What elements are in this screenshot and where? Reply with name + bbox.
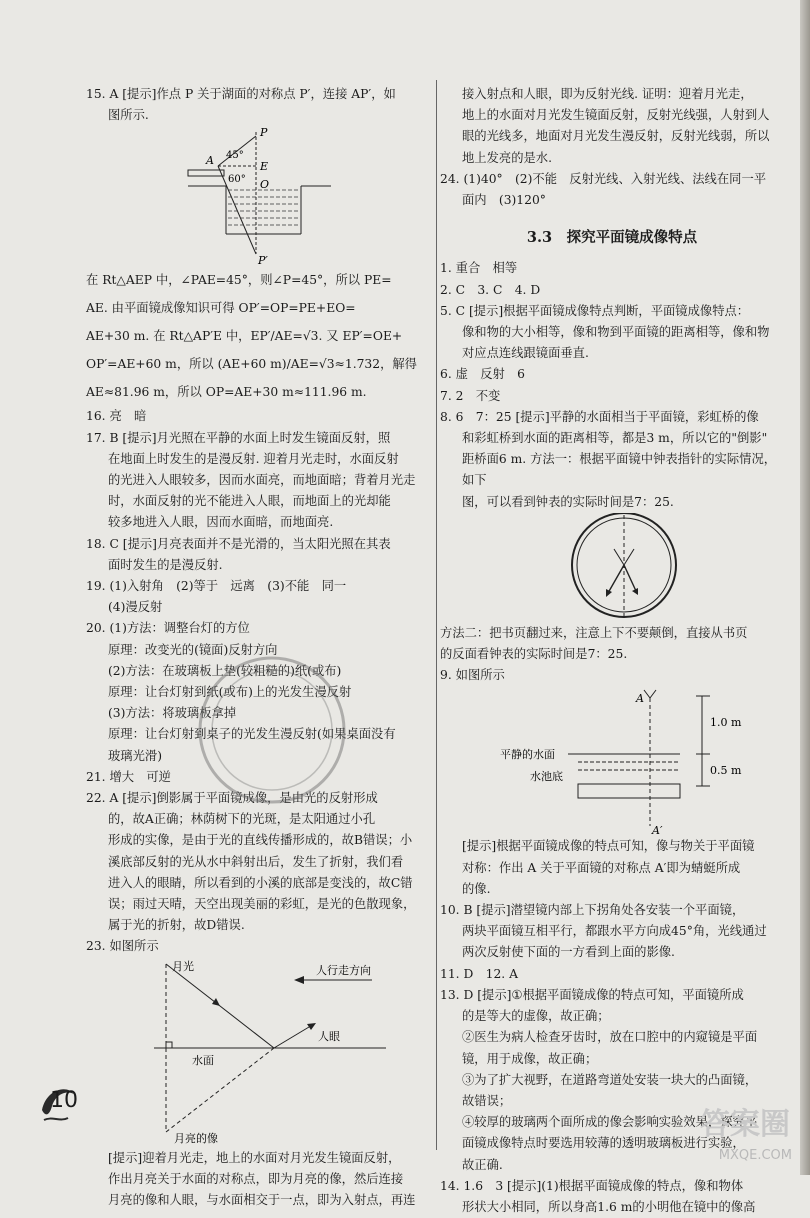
watermark-url: MXQE.COM: [718, 1148, 792, 1163]
q22-line4: 溪底部反射的光从水中斜射出后，发生了折射，我们看: [108, 854, 404, 869]
a13-line7: ④较厚的玻璃两个面所成的像会影响实验效果，探究平: [462, 1115, 758, 1130]
q23-hint-2: 作出月亮关于水面的对称点，即为月亮的像，然后连接: [108, 1171, 404, 1186]
a13-line1: 13. D [提示]①根据平面镜成像的特点可知，平面镜所成: [440, 987, 744, 1002]
right-column: [440, 84, 784, 1218]
q15-line2: 图所示.: [108, 108, 149, 123]
q19-line2: (4)漫反射: [108, 600, 163, 615]
q22-line6: 误；雨过天晴，天空出现美丽的彩虹，是光的色散现象，: [108, 897, 416, 912]
q17-line1: 17. B [提示]月光照在平静的水面上时发生镜面反射，照: [86, 430, 391, 445]
a8-line3: 距桥面6 m. 方法一：根据平面镜中钟表指针的实际情况，如下: [462, 452, 777, 488]
a8-method2-line2: 的反面看钟表的实际时间是7：25.: [440, 647, 628, 662]
q23-continued-3: 眼的光线多，地面对月光发生漫反射，反射光线弱，所以: [462, 129, 770, 144]
a13-line6: 故错误；: [462, 1093, 512, 1108]
watermark-logo: 答案圈: [700, 1107, 790, 1142]
q15-line1: 15. A [提示]作点 P 关于湖面的对称点 P′，连接 AP′，如: [86, 87, 396, 101]
q22-line7: 属于光的折射，故D错误.: [108, 918, 245, 933]
q15-solution-2: AE. 由平面镜成像知识可得 OP′=OP=PE+EO=: [86, 301, 356, 316]
a13-line5: ③为了扩大视野，在道路弯道处安装一块大的凸面镜，: [462, 1072, 758, 1087]
q18-line2: 面时发生的是漫反射.: [108, 557, 223, 572]
q16: 16. 亮 暗: [86, 409, 147, 424]
a9-hint-2: 对称：作出 A 关于平面镜的对称点 A′即为蜻蜓所成: [462, 860, 741, 875]
q20-line6: 原理：让台灯射到桌子的光发生漫反射(如果桌面没有: [108, 727, 396, 742]
q20-line7: 玻璃光滑): [108, 748, 162, 763]
q17-line4: 时，水面反射的光不能进入人眼，而地面上的光却能: [108, 494, 391, 509]
fig15-A: A: [206, 154, 214, 168]
q15-solution-1: 在 Rt△AEP 中，∠PAE=45°，则∠P=45°，所以 PE=: [86, 273, 392, 288]
a8-method2-line1: 方法二：把书页翻过来，注意上下不要颠倒，直接从书页: [440, 625, 748, 640]
fig9-A: A: [636, 692, 644, 706]
a6: 6. 虚 反射 6: [440, 367, 525, 382]
a13-line9: 故正确.: [462, 1157, 503, 1172]
q23-continued-4: 地上发亮的是水.: [462, 150, 552, 165]
fig9-water-surface: 平静的水面: [500, 748, 555, 762]
q22-line1: 22. A [提示]倒影属于平面镜成像，是由光的反射形成: [86, 791, 378, 806]
page-number: 10: [50, 1088, 78, 1113]
q21: 21. 增大 可逆: [86, 769, 171, 784]
fig23-water: 水面: [192, 1053, 214, 1067]
figure-9: [440, 686, 784, 836]
a1: 1. 重合 相等: [440, 261, 518, 276]
figure-23: [86, 958, 432, 1148]
fig9-pool-bottom: 水池底: [530, 770, 563, 784]
q23-continued-1: 接入射点和人眼，即为反射光线. 证明：迎着月光走，: [462, 87, 753, 101]
page-edge: [800, 0, 810, 1175]
q17-line2: 在地面上时发生的是漫反射. 迎着月光走时，水面反射: [108, 451, 399, 466]
a13-line8: 面镜成像特点时要选用较薄的透明玻璃板进行实验，: [462, 1136, 745, 1151]
q24-line2: 面内 (3)120°: [462, 193, 546, 208]
a14-line2: 形状大小相同，所以身高1.6 m的小明他在镜中的像高: [462, 1199, 756, 1214]
q23: 23. 如图所示: [86, 939, 159, 954]
fig9-dist2: 0.5 m: [710, 764, 742, 778]
a7: 7. 2 不变: [440, 388, 501, 403]
fig15-E: E: [260, 160, 269, 174]
q20-line5: (3)方法：将玻璃板拿掉: [108, 706, 237, 721]
q17-line3: 的光进入人眼较多，因而水面亮，而地面暗；背着月光走: [108, 473, 416, 488]
q15-solution-5: AE≈81.96 m，所以 OP=AE+30 m≈111.96 m.: [86, 385, 367, 400]
a5-line1: 5. C [提示]根据平面镜成像特点判断，平面镜成像特点：: [440, 303, 750, 318]
q22-line5: 进入人的眼睛，所以看到的小溪的底部是变浅的，故C错: [108, 875, 413, 890]
q18-line1: 18. C [提示]月亮表面并不是光滑的，当太阳光照在其表: [86, 536, 391, 551]
q20-line1: 20. (1)方法：调整台灯的方位: [86, 621, 250, 636]
column-divider: [436, 80, 437, 1150]
stamp-mark: [192, 650, 352, 810]
a10-line1: 10. B [提示]潜望镜内部上下拐角处各安装一个平面镜，: [440, 903, 745, 918]
q23-continued-2: 地上的水面对月光发生镜面反射，反射光线强，人射到人: [462, 108, 770, 123]
a9: 9. 如图所示: [440, 668, 505, 683]
fig23-walk-direction: 人行走方向: [316, 963, 371, 977]
fig23-eye: 人眼: [318, 1029, 340, 1043]
a8-line2: 和彩虹桥到水面的距离相等，都是3 m，所以它的"倒影": [462, 431, 768, 446]
q20-line4: 原理：让台灯射到纸(或布)上的光发生漫反射: [108, 685, 352, 700]
a2: 2. C 3. C 4. D: [440, 282, 541, 297]
q15-solution-4: OP′=AE+60 m，所以 (AE+60 m)/AE=√3≈1.732，解得: [86, 357, 417, 372]
q20-line2: 原理：改变光的(镜面)反射方向: [108, 642, 278, 657]
q15-solution-3: AE+30 m. 在 Rt△AP′E 中，EP′/AE=√3. 又 EP′=OE+: [86, 329, 403, 344]
fig23-moonlight: 月光: [172, 959, 194, 973]
fig15-angle45: 45°: [226, 150, 244, 162]
q23-hint-3: 月亮的像和人眼，与水面相交于一点，即为入射点，再连: [108, 1193, 416, 1208]
q17-line5: 较多地进入人眼，因而水面暗，而地面亮.: [108, 515, 334, 530]
q19-line1: 19. (1)入射角 (2)等于 远离 (3)不能 同一: [86, 579, 347, 594]
fig15-angle60: 60°: [228, 174, 246, 186]
a8-line4: 图，可以看到钟表的实际时间是7：25.: [462, 494, 674, 509]
fig15-Pprime: P′: [258, 254, 268, 267]
left-column: [86, 84, 432, 1211]
fig23-moon-image: 月亮的像: [174, 1131, 218, 1145]
a13-line2: 的是等大的虚像，故正确；: [462, 1009, 610, 1024]
clock-figure: [440, 513, 784, 623]
a9-hint-1: [提示]根据平面镜成像的特点可知，像与物关于平面镜: [462, 839, 755, 854]
q20-line3: (2)方法：在玻璃板上垫(较粗糙的)纸(或布): [108, 663, 342, 678]
a11-12: 11. D 12. A: [440, 966, 518, 981]
a10-line3: 两次反射使下面的一方看到上面的影像.: [462, 945, 675, 960]
q22-line3: 形成的实像，是由于光的直线传播形成的，故B错误；小: [108, 833, 413, 848]
fig9-dist1: 1.0 m: [710, 716, 742, 730]
a13-line4: 镜，用于成像，故正确；: [462, 1051, 598, 1066]
fig15-P: P: [260, 126, 268, 140]
a9-hint-3: 的像.: [462, 881, 491, 896]
a5-line3: 对应点连线跟镜面垂直.: [462, 346, 589, 361]
a10-line2: 两块平面镜互相平行，都跟水平方向成45°角，光线通过: [462, 924, 767, 939]
q24-line1: 24. (1)40° (2)不能 反射光线、入射光线、法线在同一平: [440, 171, 767, 186]
figure-15: [86, 126, 432, 266]
section-title: 3.3 探究平面镜成像特点: [526, 229, 698, 247]
q22-line2: 的，故A正确；林荫树下的光斑，是太阳通过小孔: [108, 812, 376, 827]
a8-line1: 8. 6 7：25 [提示]平静的水面相当于平面镜，彩虹桥的像: [440, 409, 759, 424]
a14-line1: 14. 1.6 3 [提示](1)根据平面镜成像的特点，像和物体: [440, 1178, 744, 1193]
a5-line2: 像和物的大小相等，像和物到平面镜的距离相等，像和物: [462, 325, 770, 340]
a13-line3: ②医生为病人检查牙齿时，放在口腔中的内窥镜是平面: [462, 1030, 758, 1045]
fig9-Aprime: A′: [652, 824, 663, 837]
fig15-O: O: [260, 178, 270, 192]
q23-hint-1: [提示]迎着月光走，地上的水面对月光发生镜面反射，: [108, 1150, 401, 1165]
